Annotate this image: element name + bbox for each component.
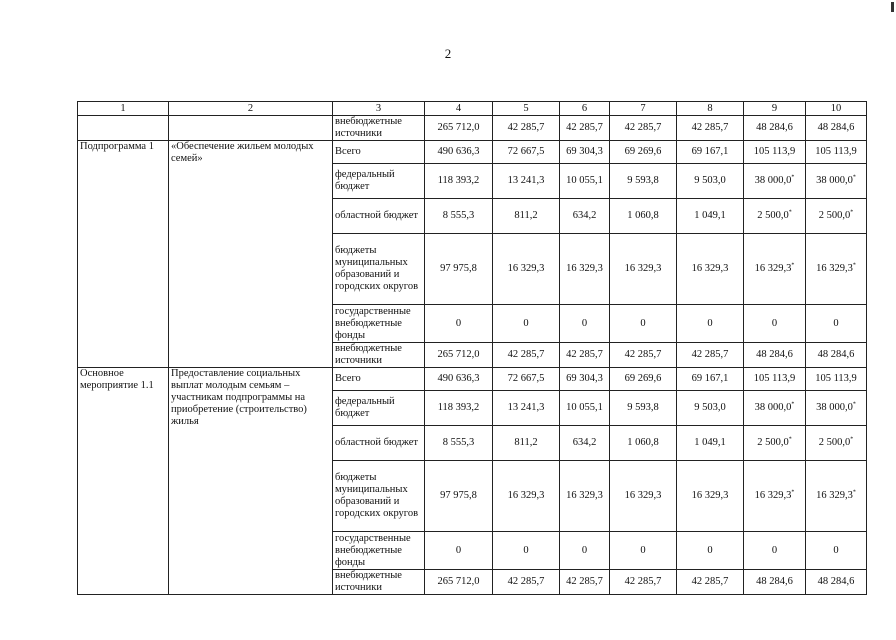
value-cell: 16 329,3 (610, 461, 677, 532)
value-cell: 38 000,0* (806, 164, 867, 199)
table-row (78, 116, 867, 141)
column-number-cell: 2 (169, 102, 333, 116)
value-cell: 9 503,0 (677, 391, 744, 426)
value-cell: 16 329,3 (677, 461, 744, 532)
value-cell: 9 503,0 (677, 164, 744, 199)
value-cell: 69 167,1 (677, 368, 744, 391)
value-cell: 0 (610, 532, 677, 570)
funding-source-cell: федеральный бюджет (333, 391, 425, 426)
value-cell: 118 393,2 (425, 164, 493, 199)
value-cell: 42 285,7 (677, 570, 744, 595)
value-cell: 490 636,3 (425, 368, 493, 391)
value-cell: 0 (677, 532, 744, 570)
footnote-star: * (850, 209, 854, 216)
value-cell: 16 329,3* (744, 461, 806, 532)
value-cell: 69 167,1 (677, 141, 744, 164)
value-cell: 42 285,7 (493, 570, 560, 595)
value-cell: 105 113,9 (744, 141, 806, 164)
value-cell: 0 (806, 532, 867, 570)
footnote-star: * (852, 489, 856, 496)
value-cell: 2 500,0* (806, 426, 867, 461)
value-cell: 13 241,3 (493, 164, 560, 199)
value-cell: 42 285,7 (677, 343, 744, 368)
funding-source-cell: государственные внебюджетные фонды (333, 532, 425, 570)
funding-source-cell: государственные внебюджетные фонды (333, 305, 425, 343)
value-cell: 42 285,7 (610, 343, 677, 368)
value-cell: 265 712,0 (425, 343, 493, 368)
value-cell: 0 (560, 532, 610, 570)
footnote-star: * (791, 489, 795, 496)
funding-source-cell: внебюджетные источники (333, 570, 425, 595)
value-cell: 2 500,0* (744, 426, 806, 461)
value-cell: 48 284,6 (744, 570, 806, 595)
funding-source-cell: областной бюджет (333, 199, 425, 234)
value-cell: 2 500,0* (744, 199, 806, 234)
value-cell: 10 055,1 (560, 391, 610, 426)
empty-cell (169, 116, 333, 141)
value-cell: 8 555,3 (425, 199, 493, 234)
column-number-row (78, 102, 867, 116)
empty-cell (78, 116, 169, 141)
program-code-cell: Подпрограмма 1 (78, 141, 169, 368)
value-cell: 9 593,8 (610, 391, 677, 426)
footnote-star: * (791, 401, 795, 408)
program-title-cell: «Обеспечение жильем молодых семей» (169, 141, 333, 368)
value-cell: 97 975,8 (425, 461, 493, 532)
program-code-cell: Основное мероприятие 1.1 (78, 368, 169, 595)
funding-source-cell: федеральный бюджет (333, 164, 425, 199)
value-cell: 38 000,0* (744, 391, 806, 426)
value-cell: 42 285,7 (677, 116, 744, 141)
value-cell: 0 (560, 305, 610, 343)
value-cell: 811,2 (493, 199, 560, 234)
funding-source-cell: внебюджетные источники (333, 116, 425, 141)
value-cell: 97 975,8 (425, 234, 493, 305)
value-cell: 490 636,3 (425, 141, 493, 164)
value-cell: 8 555,3 (425, 426, 493, 461)
funding-source-cell: внебюджетные источники (333, 343, 425, 368)
footnote-star: * (788, 209, 792, 216)
program-title-cell: Предоставление социальных выплат молодым семьям – участникам подпрограммы на приобретение (строительство) жилья (169, 368, 333, 595)
value-cell: 634,2 (560, 426, 610, 461)
column-number-cell: 5 (493, 102, 560, 116)
footnote-star: * (852, 174, 856, 181)
value-cell: 72 667,5 (493, 368, 560, 391)
value-cell: 42 285,7 (610, 570, 677, 595)
funding-source-cell: бюджеты муниципальных образований и городских округов (333, 461, 425, 532)
value-cell: 105 113,9 (806, 368, 867, 391)
value-cell: 48 284,6 (744, 343, 806, 368)
column-number-cell: 8 (677, 102, 744, 116)
value-cell: 69 269,6 (610, 141, 677, 164)
column-number-cell: 1 (78, 102, 169, 116)
value-cell: 48 284,6 (806, 570, 867, 595)
value-cell: 42 285,7 (493, 343, 560, 368)
value-cell: 118 393,2 (425, 391, 493, 426)
page-number: 2 (444, 46, 452, 61)
value-cell: 0 (493, 532, 560, 570)
value-cell: 634,2 (560, 199, 610, 234)
value-cell: 0 (744, 532, 806, 570)
value-cell: 105 113,9 (806, 141, 867, 164)
footnote-star: * (850, 436, 854, 443)
funding-source-cell: областной бюджет (333, 426, 425, 461)
table-body (78, 102, 867, 595)
value-cell: 265 712,0 (425, 116, 493, 141)
value-cell: 0 (610, 305, 677, 343)
value-cell: 16 329,3 (493, 234, 560, 305)
footnote-star: * (788, 436, 792, 443)
scan-edge-mark (891, 2, 894, 12)
footnote-star: * (791, 262, 795, 269)
value-cell: 48 284,6 (744, 116, 806, 141)
value-cell: 1 049,1 (677, 426, 744, 461)
value-cell: 2 500,0* (806, 199, 867, 234)
value-cell: 0 (425, 532, 493, 570)
table-row (78, 141, 867, 164)
budget-table (77, 101, 867, 595)
value-cell: 13 241,3 (493, 391, 560, 426)
value-cell: 16 329,3 (560, 461, 610, 532)
funding-source-cell: бюджеты муниципальных образований и городских округов (333, 234, 425, 305)
value-cell: 9 593,8 (610, 164, 677, 199)
value-cell: 16 329,3 (610, 234, 677, 305)
value-cell: 0 (677, 305, 744, 343)
table-row (78, 368, 867, 391)
funding-source-cell: Всего (333, 368, 425, 391)
value-cell: 72 667,5 (493, 141, 560, 164)
value-cell: 1 060,8 (610, 426, 677, 461)
column-number-cell: 9 (744, 102, 806, 116)
footnote-star: * (852, 401, 856, 408)
value-cell: 16 329,3* (744, 234, 806, 305)
value-cell: 16 329,3 (493, 461, 560, 532)
footnote-star: * (791, 174, 795, 181)
value-cell: 42 285,7 (560, 116, 610, 141)
value-cell: 0 (425, 305, 493, 343)
column-number-cell: 3 (333, 102, 425, 116)
value-cell: 42 285,7 (560, 570, 610, 595)
value-cell: 48 284,6 (806, 343, 867, 368)
value-cell: 0 (744, 305, 806, 343)
value-cell: 1 060,8 (610, 199, 677, 234)
value-cell: 16 329,3 (677, 234, 744, 305)
column-number-cell: 7 (610, 102, 677, 116)
value-cell: 38 000,0* (744, 164, 806, 199)
value-cell: 69 269,6 (610, 368, 677, 391)
value-cell: 48 284,6 (806, 116, 867, 141)
value-cell: 265 712,0 (425, 570, 493, 595)
value-cell: 42 285,7 (493, 116, 560, 141)
value-cell: 0 (806, 305, 867, 343)
value-cell: 0 (493, 305, 560, 343)
value-cell: 811,2 (493, 426, 560, 461)
value-cell: 1 049,1 (677, 199, 744, 234)
value-cell: 69 304,3 (560, 368, 610, 391)
value-cell: 42 285,7 (610, 116, 677, 141)
value-cell: 38 000,0* (806, 391, 867, 426)
value-cell: 105 113,9 (744, 368, 806, 391)
value-cell: 16 329,3* (806, 234, 867, 305)
funding-source-cell: Всего (333, 141, 425, 164)
value-cell: 16 329,3 (560, 234, 610, 305)
column-number-cell: 10 (806, 102, 867, 116)
column-number-cell: 4 (425, 102, 493, 116)
value-cell: 42 285,7 (560, 343, 610, 368)
value-cell: 10 055,1 (560, 164, 610, 199)
footnote-star: * (852, 262, 856, 269)
value-cell: 16 329,3* (806, 461, 867, 532)
column-number-cell: 6 (560, 102, 610, 116)
value-cell: 69 304,3 (560, 141, 610, 164)
